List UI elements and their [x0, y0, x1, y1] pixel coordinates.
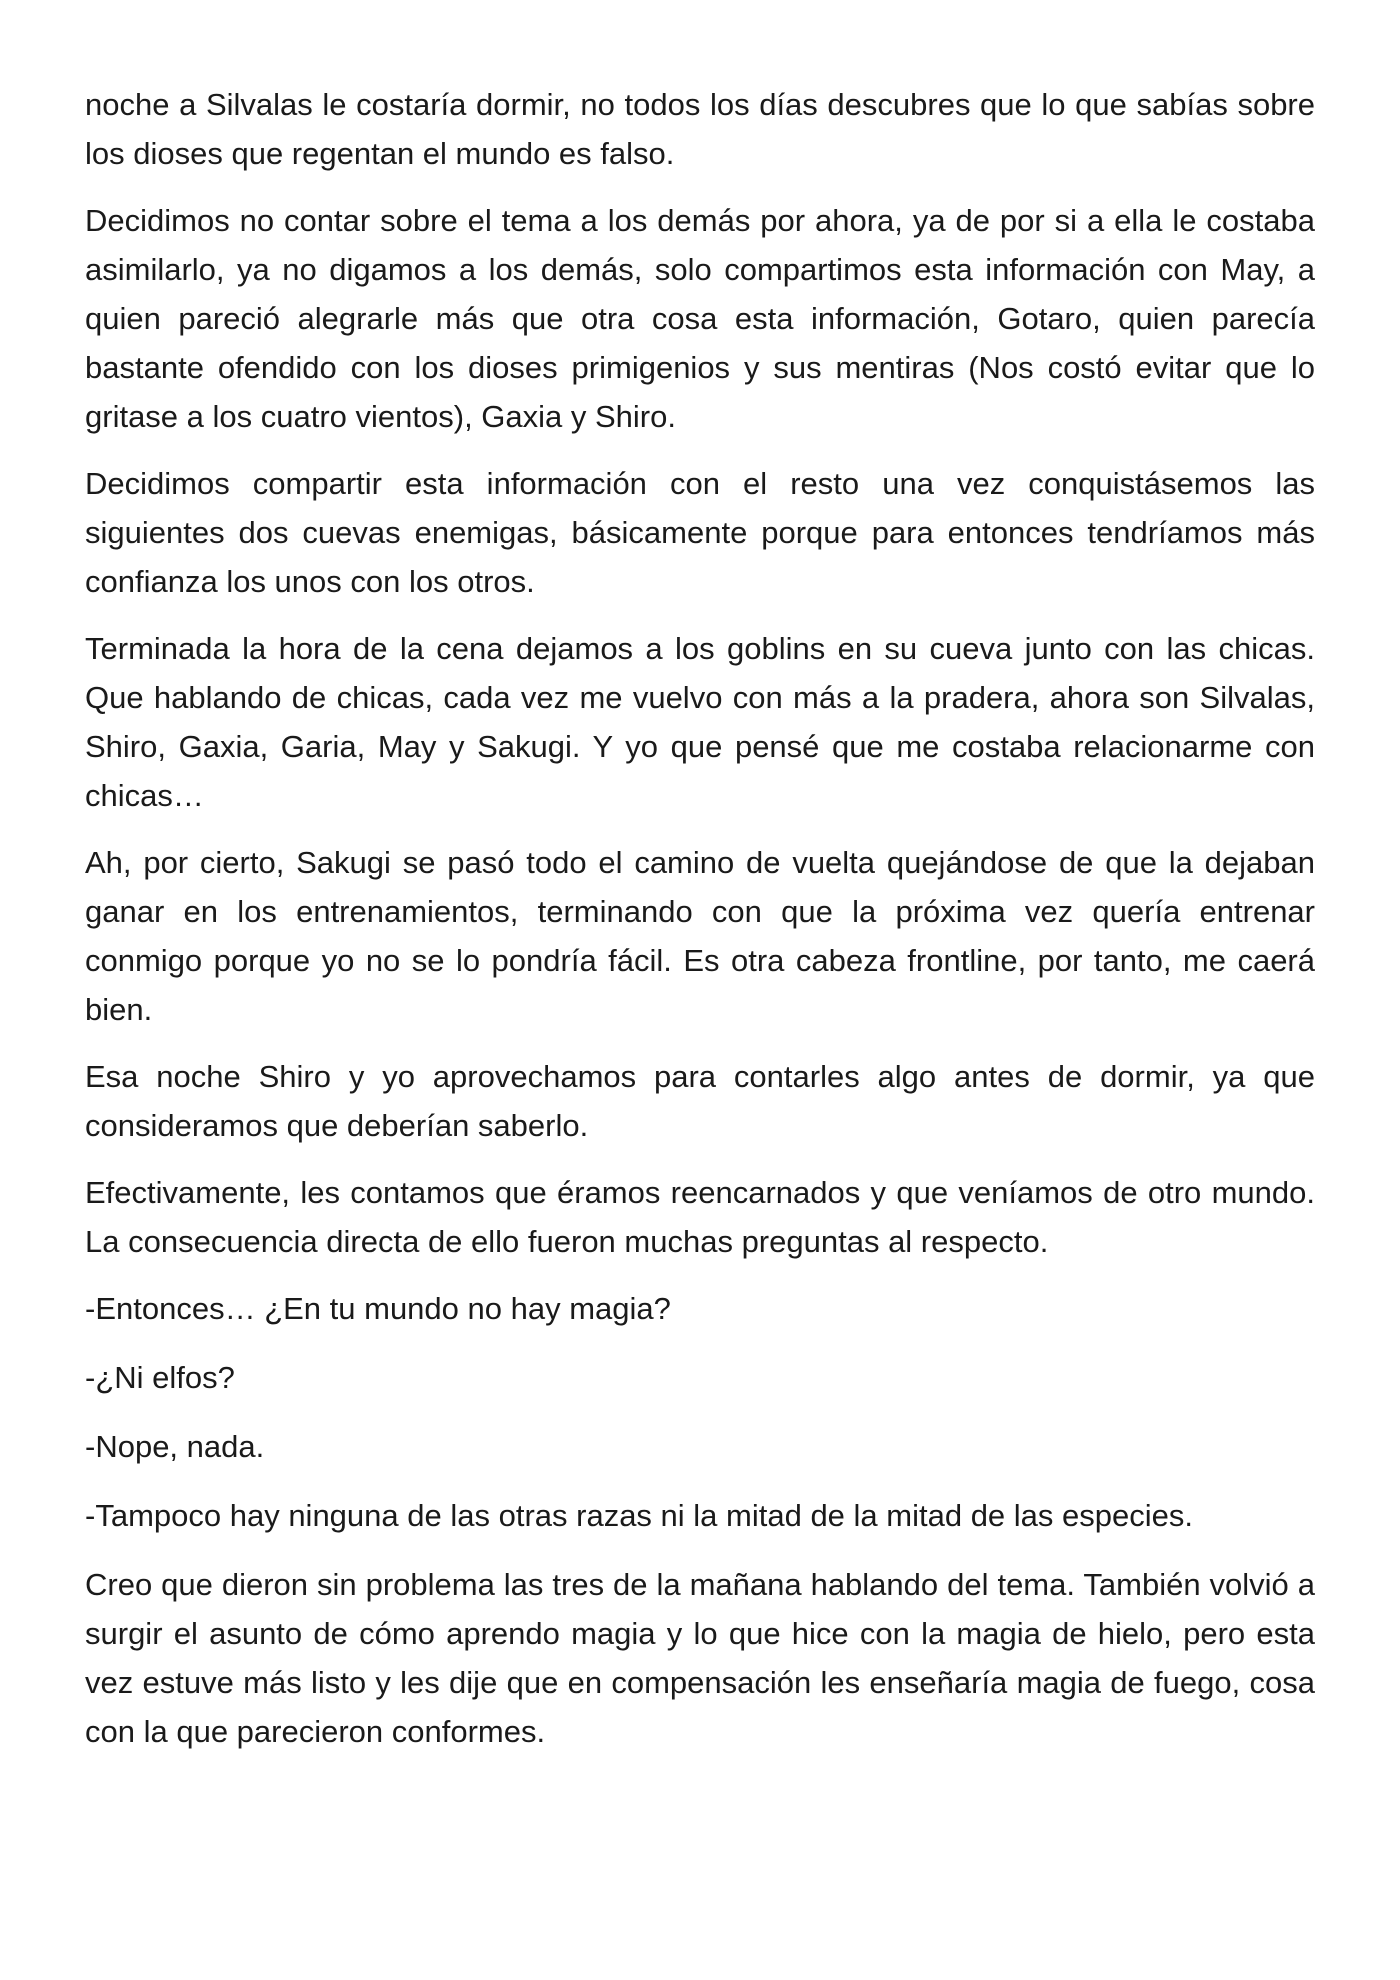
- dialogue-line: -Nope, nada.: [85, 1429, 265, 1464]
- paragraph: Creo que dieron sin problema las tres de la mañana hablando del tema. También volvió a surgir el asunto de cómo aprendo magia y lo que hice con la magia de hielo, pero esta vez estuve más listo y les dije que en compensación les enseñaría magia de fuego, cosa con la que parecieron conformes.: [85, 1567, 1315, 1749]
- paragraph: Efectivamente, les contamos que éramos reencarnados y que veníamos de otro mundo. La consecuencia directa de ello fueron muchas preguntas al respecto.: [85, 1175, 1315, 1259]
- paragraph: noche a Silvalas le costaría dormir, no todos los días descubres que lo que sabías sobre los dioses que regentan el mundo es falso.: [85, 87, 1315, 171]
- dialogue-line: -Entonces… ¿En tu mundo no hay magia?: [85, 1291, 671, 1326]
- document-page: [85, 80, 1315, 1774]
- paragraph: Decidimos compartir esta información con el resto una vez conquistásemos las siguientes dos cuevas enemigas, básicamente porque para entonces tendríamos más confianza los unos con los otros.: [85, 466, 1315, 599]
- dialogue-line: -Tampoco hay ninguna de las otras razas ni la mitad de la mitad de las especies.: [85, 1498, 1193, 1533]
- paragraph: Ah, por cierto, Sakugi se pasó todo el camino de vuelta quejándose de que la dejaban ganar en los entrenamientos, terminando con que la próxima vez quería entrenar conmigo porque yo no se lo pondría fácil. Es otra cabeza frontline, por tanto, me caerá bien.: [85, 845, 1315, 1027]
- paragraph: Terminada la hora de la cena dejamos a los goblins en su cueva junto con las chicas. Que hablando de chicas, cada vez me vuelvo con más a la pradera, ahora son Silvalas, Shiro, Gaxia, Garia, May y Sakugi. Y yo que pensé que me costaba relacionarme con chicas…: [85, 631, 1315, 813]
- paragraph: Decidimos no contar sobre el tema a los demás por ahora, ya de por si a ella le costaba asimilarlo, ya no digamos a los demás, solo compartimos esta información con May, a quien pareció alegrarle más que otra cosa esta información, Gotaro, quien parecía bastante ofendido con los dioses primigenios y sus mentiras (Nos costó evitar que lo gritase a los cuatro vientos), Gaxia y Shiro.: [85, 203, 1315, 434]
- paragraph: Esa noche Shiro y yo aprovechamos para contarles algo antes de dormir, ya que consideramos que deberían saberlo.: [85, 1059, 1315, 1143]
- dialogue-line: -¿Ni elfos?: [85, 1360, 235, 1395]
